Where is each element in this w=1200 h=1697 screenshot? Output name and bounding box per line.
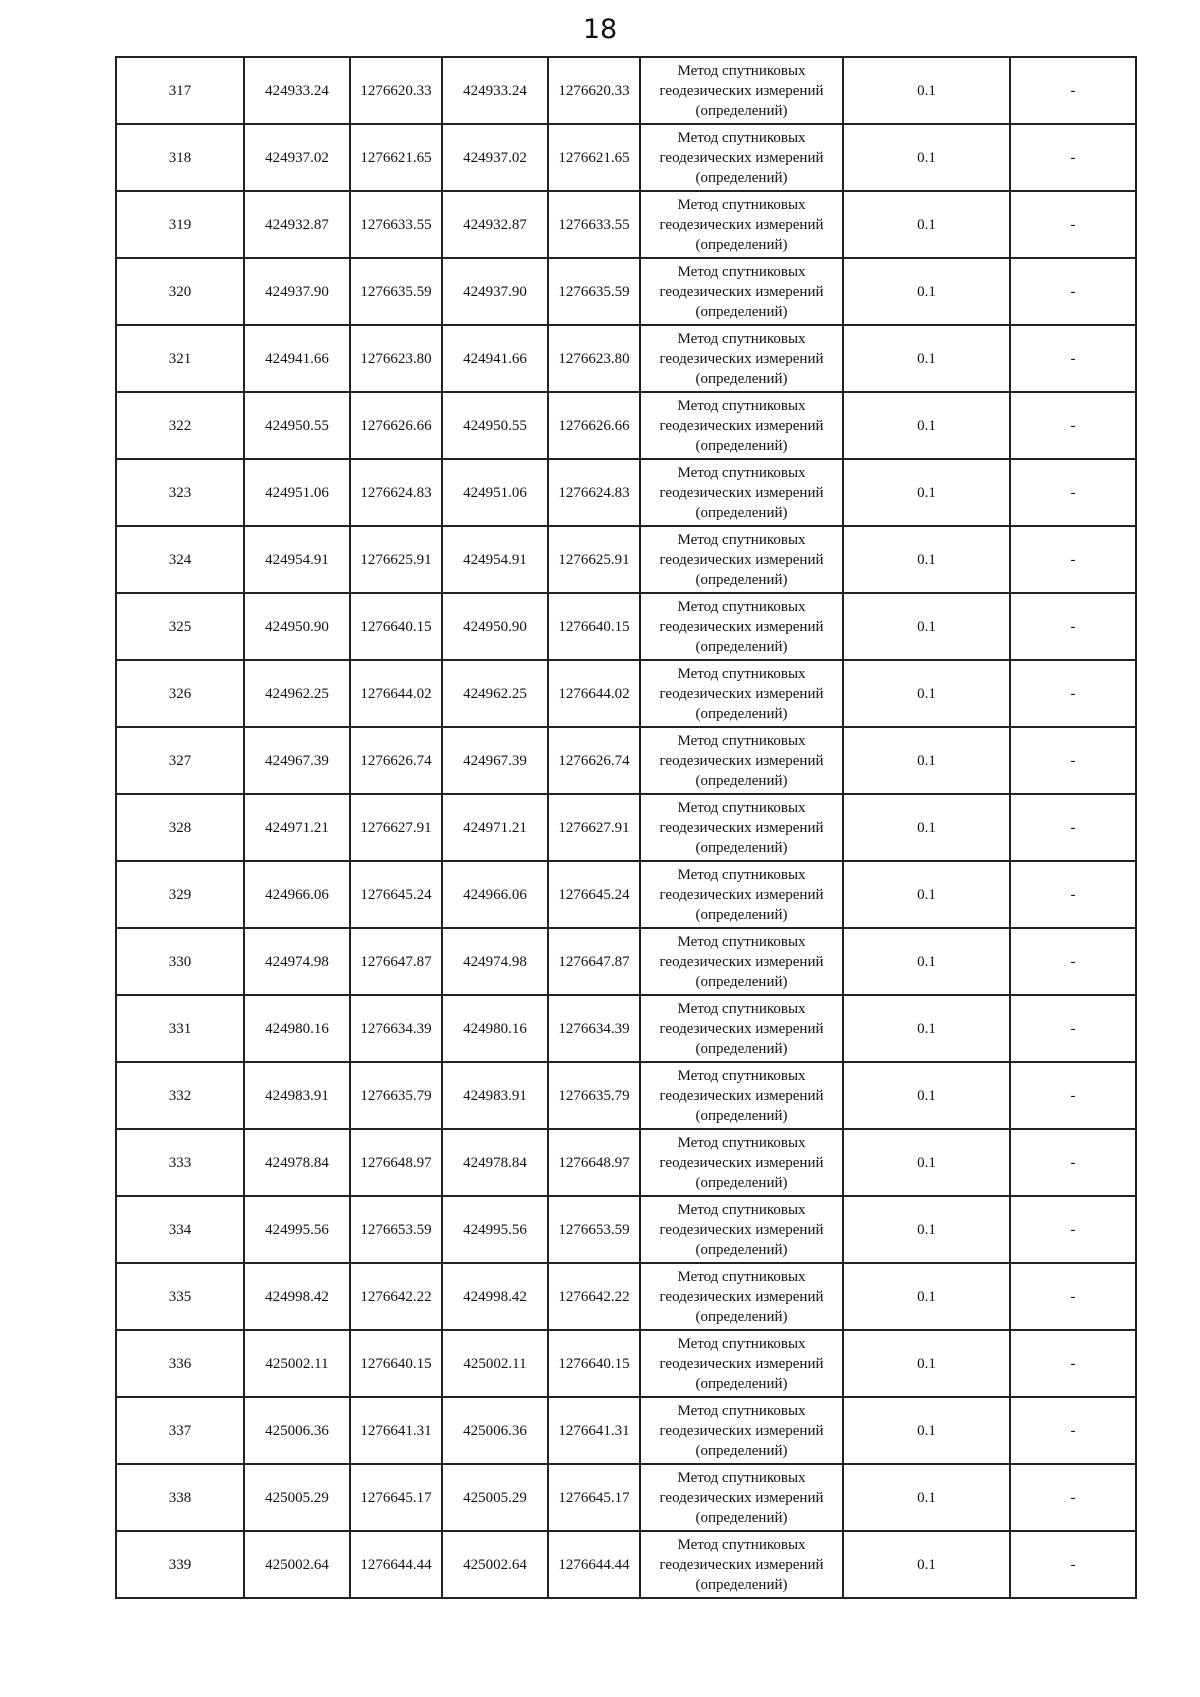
method-cell	[640, 124, 843, 191]
note-cell: -	[1010, 392, 1136, 459]
note-cell: -	[1010, 258, 1136, 325]
method-line: (определений)	[695, 169, 788, 186]
method-line: Метод спутниковых	[677, 1067, 806, 1084]
method-line: Метод спутниковых	[677, 1000, 806, 1017]
point-number-cell: 338	[116, 1464, 244, 1531]
y-new-cell: 1276621.65	[548, 124, 640, 191]
y-new-cell: 1276635.59	[548, 258, 640, 325]
point-number-cell: 320	[116, 258, 244, 325]
method-line: геодезических измерений	[659, 618, 824, 635]
method-line: (определений)	[695, 1040, 788, 1057]
y-new-cell: 1276642.22	[548, 1263, 640, 1330]
method-line: Метод спутниковых	[677, 1536, 806, 1553]
point-number-cell: 333	[116, 1129, 244, 1196]
method-line: Метод спутниковых	[677, 263, 806, 280]
table-row	[116, 124, 1136, 191]
method-cell	[640, 995, 843, 1062]
accuracy-cell: 0.1	[843, 1330, 1010, 1397]
accuracy-cell: 0.1	[843, 1062, 1010, 1129]
note-cell: -	[1010, 191, 1136, 258]
method-line: Метод спутниковых	[677, 866, 806, 883]
table-row	[116, 191, 1136, 258]
y-existing-cell: 1276633.55	[350, 191, 442, 258]
method-line: Метод спутниковых	[677, 129, 806, 146]
point-number-cell: 336	[116, 1330, 244, 1397]
note-cell: -	[1010, 459, 1136, 526]
y-new-cell: 1276647.87	[548, 928, 640, 995]
point-number-cell: 319	[116, 191, 244, 258]
x-new-cell: 424941.66	[442, 325, 548, 392]
x-existing-cell: 424966.06	[244, 861, 350, 928]
y-existing-cell: 1276640.15	[350, 593, 442, 660]
x-existing-cell: 424983.91	[244, 1062, 350, 1129]
note-cell: -	[1010, 727, 1136, 794]
method-cell	[640, 258, 843, 325]
table-row	[116, 526, 1136, 593]
method-line: Метод спутниковых	[677, 464, 806, 481]
y-new-cell: 1276645.24	[548, 861, 640, 928]
accuracy-cell: 0.1	[843, 794, 1010, 861]
x-existing-cell: 424967.39	[244, 727, 350, 794]
y-existing-cell: 1276645.17	[350, 1464, 442, 1531]
point-number-cell: 329	[116, 861, 244, 928]
x-existing-cell: 424971.21	[244, 794, 350, 861]
method-cell	[640, 1330, 843, 1397]
table-row	[116, 1397, 1136, 1464]
accuracy-cell: 0.1	[843, 57, 1010, 124]
accuracy-cell: 0.1	[843, 124, 1010, 191]
note-cell: -	[1010, 57, 1136, 124]
x-new-cell: 424954.91	[442, 526, 548, 593]
x-existing-cell: 424954.91	[244, 526, 350, 593]
accuracy-cell: 0.1	[843, 258, 1010, 325]
y-existing-cell: 1276644.44	[350, 1531, 442, 1598]
method-cell	[640, 1464, 843, 1531]
y-new-cell: 1276625.91	[548, 526, 640, 593]
method-cell	[640, 727, 843, 794]
method-cell	[640, 1062, 843, 1129]
coordinates-table	[115, 56, 1137, 1599]
method-line: геодезических измерений	[659, 953, 824, 970]
method-line: геодезических измерений	[659, 1221, 824, 1238]
method-line: (определений)	[695, 236, 788, 253]
method-line: геодезических измерений	[659, 1556, 824, 1573]
accuracy-cell: 0.1	[843, 526, 1010, 593]
method-line: (определений)	[695, 1174, 788, 1191]
table-row	[116, 1129, 1136, 1196]
x-new-cell: 424937.02	[442, 124, 548, 191]
y-existing-cell: 1276645.24	[350, 861, 442, 928]
accuracy-cell: 0.1	[843, 191, 1010, 258]
accuracy-cell: 0.1	[843, 1464, 1010, 1531]
x-new-cell: 425002.11	[442, 1330, 548, 1397]
method-line: геодезических измерений	[659, 1355, 824, 1372]
note-cell: -	[1010, 928, 1136, 995]
y-new-cell: 1276634.39	[548, 995, 640, 1062]
table-row	[116, 861, 1136, 928]
note-cell: -	[1010, 1062, 1136, 1129]
table-body	[116, 57, 1136, 1598]
method-line: Метод спутниковых	[677, 1469, 806, 1486]
y-existing-cell: 1276642.22	[350, 1263, 442, 1330]
y-new-cell: 1276648.97	[548, 1129, 640, 1196]
x-existing-cell: 424998.42	[244, 1263, 350, 1330]
y-new-cell: 1276644.44	[548, 1531, 640, 1598]
y-existing-cell: 1276626.66	[350, 392, 442, 459]
method-line: Метод спутниковых	[677, 732, 806, 749]
table-row	[116, 325, 1136, 392]
method-line: (определений)	[695, 1509, 788, 1526]
method-cell	[640, 861, 843, 928]
method-line: Метод спутниковых	[677, 196, 806, 213]
x-new-cell: 424974.98	[442, 928, 548, 995]
point-number-cell: 317	[116, 57, 244, 124]
method-cell	[640, 459, 843, 526]
table-row	[116, 995, 1136, 1062]
y-existing-cell: 1276648.97	[350, 1129, 442, 1196]
method-line: (определений)	[695, 1576, 788, 1593]
table-row	[116, 1531, 1136, 1598]
method-line: геодезических измерений	[659, 685, 824, 702]
method-line: (определений)	[695, 638, 788, 655]
note-cell: -	[1010, 660, 1136, 727]
note-cell: -	[1010, 995, 1136, 1062]
x-new-cell: 424937.90	[442, 258, 548, 325]
y-existing-cell: 1276627.91	[350, 794, 442, 861]
accuracy-cell: 0.1	[843, 325, 1010, 392]
y-new-cell: 1276640.15	[548, 1330, 640, 1397]
point-number-cell: 332	[116, 1062, 244, 1129]
y-existing-cell: 1276635.79	[350, 1062, 442, 1129]
table-row	[116, 660, 1136, 727]
method-line: геодезических измерений	[659, 1154, 824, 1171]
x-new-cell: 424966.06	[442, 861, 548, 928]
method-line: Метод спутниковых	[677, 1402, 806, 1419]
method-cell	[640, 392, 843, 459]
note-cell: -	[1010, 794, 1136, 861]
method-line: (определений)	[695, 839, 788, 856]
x-new-cell: 425006.36	[442, 1397, 548, 1464]
note-cell: -	[1010, 1531, 1136, 1598]
x-existing-cell: 424974.98	[244, 928, 350, 995]
x-existing-cell: 424933.24	[244, 57, 350, 124]
table-row	[116, 794, 1136, 861]
x-existing-cell: 424932.87	[244, 191, 350, 258]
method-line: (определений)	[695, 437, 788, 454]
method-line: Метод спутниковых	[677, 397, 806, 414]
note-cell: -	[1010, 526, 1136, 593]
point-number-cell: 323	[116, 459, 244, 526]
method-line: геодезических измерений	[659, 1422, 824, 1439]
method-cell	[640, 1263, 843, 1330]
y-new-cell: 1276620.33	[548, 57, 640, 124]
x-new-cell: 424932.87	[442, 191, 548, 258]
x-existing-cell: 424937.90	[244, 258, 350, 325]
y-new-cell: 1276644.02	[548, 660, 640, 727]
y-new-cell: 1276623.80	[548, 325, 640, 392]
method-line: (определений)	[695, 370, 788, 387]
table-row	[116, 1464, 1136, 1531]
x-existing-cell: 424962.25	[244, 660, 350, 727]
x-new-cell: 424978.84	[442, 1129, 548, 1196]
method-cell	[640, 1397, 843, 1464]
point-number-cell: 339	[116, 1531, 244, 1598]
method-line: Метод спутниковых	[677, 1268, 806, 1285]
point-number-cell: 326	[116, 660, 244, 727]
method-line: (определений)	[695, 1308, 788, 1325]
y-existing-cell: 1276623.80	[350, 325, 442, 392]
note-cell: -	[1010, 1464, 1136, 1531]
x-new-cell: 424995.56	[442, 1196, 548, 1263]
accuracy-cell: 0.1	[843, 392, 1010, 459]
method-line: геодезических измерений	[659, 417, 824, 434]
method-line: геодезических измерений	[659, 216, 824, 233]
y-existing-cell: 1276634.39	[350, 995, 442, 1062]
table-row	[116, 727, 1136, 794]
point-number-cell: 330	[116, 928, 244, 995]
y-existing-cell: 1276625.91	[350, 526, 442, 593]
point-number-cell: 322	[116, 392, 244, 459]
method-line: Метод спутниковых	[677, 598, 806, 615]
x-new-cell: 424951.06	[442, 459, 548, 526]
accuracy-cell: 0.1	[843, 1196, 1010, 1263]
y-existing-cell: 1276647.87	[350, 928, 442, 995]
x-existing-cell: 425002.11	[244, 1330, 350, 1397]
method-line: (определений)	[695, 1241, 788, 1258]
accuracy-cell: 0.1	[843, 660, 1010, 727]
point-number-cell: 321	[116, 325, 244, 392]
method-cell	[640, 928, 843, 995]
table-row	[116, 1330, 1136, 1397]
point-number-cell: 328	[116, 794, 244, 861]
table-row	[116, 258, 1136, 325]
y-new-cell: 1276624.83	[548, 459, 640, 526]
note-cell: -	[1010, 1196, 1136, 1263]
accuracy-cell: 0.1	[843, 1129, 1010, 1196]
point-number-cell: 324	[116, 526, 244, 593]
y-existing-cell: 1276624.83	[350, 459, 442, 526]
method-cell	[640, 57, 843, 124]
method-line: геодезических измерений	[659, 149, 824, 166]
x-new-cell: 424950.55	[442, 392, 548, 459]
method-cell	[640, 593, 843, 660]
method-line: Метод спутниковых	[677, 933, 806, 950]
accuracy-cell: 0.1	[843, 593, 1010, 660]
accuracy-cell: 0.1	[843, 459, 1010, 526]
method-line: Метод спутниковых	[677, 1134, 806, 1151]
x-new-cell: 424983.91	[442, 1062, 548, 1129]
note-cell: -	[1010, 1397, 1136, 1464]
y-existing-cell: 1276620.33	[350, 57, 442, 124]
accuracy-cell: 0.1	[843, 1531, 1010, 1598]
y-new-cell: 1276645.17	[548, 1464, 640, 1531]
point-number-cell: 335	[116, 1263, 244, 1330]
table-row	[116, 928, 1136, 995]
method-line: (определений)	[695, 1375, 788, 1392]
y-existing-cell: 1276640.15	[350, 1330, 442, 1397]
note-cell: -	[1010, 1129, 1136, 1196]
x-existing-cell: 424941.66	[244, 325, 350, 392]
method-line: геодезических измерений	[659, 752, 824, 769]
method-line: (определений)	[695, 303, 788, 320]
method-line: (определений)	[695, 705, 788, 722]
method-line: геодезических измерений	[659, 1489, 824, 1506]
table-row	[116, 57, 1136, 124]
method-line: Метод спутниковых	[677, 330, 806, 347]
y-existing-cell: 1276644.02	[350, 660, 442, 727]
note-cell: -	[1010, 1330, 1136, 1397]
x-existing-cell: 425006.36	[244, 1397, 350, 1464]
method-line: (определений)	[695, 571, 788, 588]
method-line: геодезических измерений	[659, 82, 824, 99]
table-row	[116, 1062, 1136, 1129]
method-line: (определений)	[695, 504, 788, 521]
x-new-cell: 424971.21	[442, 794, 548, 861]
method-line: (определений)	[695, 1107, 788, 1124]
y-new-cell: 1276633.55	[548, 191, 640, 258]
method-line: Метод спутниковых	[677, 799, 806, 816]
x-existing-cell: 424995.56	[244, 1196, 350, 1263]
table-row	[116, 459, 1136, 526]
note-cell: -	[1010, 861, 1136, 928]
method-line: (определений)	[695, 102, 788, 119]
method-line: Метод спутниковых	[677, 665, 806, 682]
x-new-cell: 425005.29	[442, 1464, 548, 1531]
method-line: (определений)	[695, 1442, 788, 1459]
y-existing-cell: 1276641.31	[350, 1397, 442, 1464]
point-number-cell: 337	[116, 1397, 244, 1464]
x-new-cell: 424980.16	[442, 995, 548, 1062]
method-line: геодезических измерений	[659, 1087, 824, 1104]
accuracy-cell: 0.1	[843, 995, 1010, 1062]
x-new-cell: 424933.24	[442, 57, 548, 124]
x-existing-cell: 424937.02	[244, 124, 350, 191]
note-cell: -	[1010, 1263, 1136, 1330]
method-line: геодезических измерений	[659, 350, 824, 367]
method-line: Метод спутниковых	[677, 1201, 806, 1218]
method-line: геодезических измерений	[659, 484, 824, 501]
y-new-cell: 1276626.66	[548, 392, 640, 459]
x-existing-cell: 424978.84	[244, 1129, 350, 1196]
method-line: геодезических измерений	[659, 1020, 824, 1037]
x-new-cell: 424950.90	[442, 593, 548, 660]
method-cell	[640, 794, 843, 861]
x-existing-cell: 425005.29	[244, 1464, 350, 1531]
point-number-cell: 327	[116, 727, 244, 794]
table-row	[116, 392, 1136, 459]
point-number-cell: 325	[116, 593, 244, 660]
table-row	[116, 593, 1136, 660]
x-existing-cell: 424950.90	[244, 593, 350, 660]
method-line: Метод спутниковых	[677, 62, 806, 79]
x-new-cell: 424998.42	[442, 1263, 548, 1330]
y-new-cell: 1276627.91	[548, 794, 640, 861]
x-existing-cell: 424950.55	[244, 392, 350, 459]
method-line: (определений)	[695, 906, 788, 923]
method-cell	[640, 660, 843, 727]
method-line: (определений)	[695, 772, 788, 789]
x-existing-cell: 424951.06	[244, 459, 350, 526]
y-new-cell: 1276653.59	[548, 1196, 640, 1263]
y-existing-cell: 1276626.74	[350, 727, 442, 794]
accuracy-cell: 0.1	[843, 928, 1010, 995]
y-new-cell: 1276635.79	[548, 1062, 640, 1129]
method-cell	[640, 1531, 843, 1598]
x-new-cell: 424962.25	[442, 660, 548, 727]
method-cell	[640, 1129, 843, 1196]
method-line: геодезических измерений	[659, 1288, 824, 1305]
y-new-cell: 1276640.15	[548, 593, 640, 660]
table-row	[116, 1196, 1136, 1263]
method-cell	[640, 1196, 843, 1263]
y-existing-cell: 1276635.59	[350, 258, 442, 325]
method-line: геодезических измерений	[659, 551, 824, 568]
method-line: геодезических измерений	[659, 886, 824, 903]
x-new-cell: 425002.64	[442, 1531, 548, 1598]
x-existing-cell: 425002.64	[244, 1531, 350, 1598]
y-existing-cell: 1276621.65	[350, 124, 442, 191]
accuracy-cell: 0.1	[843, 727, 1010, 794]
note-cell: -	[1010, 593, 1136, 660]
method-line: (определений)	[695, 973, 788, 990]
point-number-cell: 334	[116, 1196, 244, 1263]
page-number: 18	[582, 14, 618, 45]
method-line: геодезических измерений	[659, 819, 824, 836]
method-line: геодезических измерений	[659, 283, 824, 300]
table-row	[116, 1263, 1136, 1330]
point-number-cell: 331	[116, 995, 244, 1062]
method-line: Метод спутниковых	[677, 531, 806, 548]
accuracy-cell: 0.1	[843, 1397, 1010, 1464]
note-cell: -	[1010, 325, 1136, 392]
y-new-cell: 1276626.74	[548, 727, 640, 794]
method-cell	[640, 191, 843, 258]
method-cell	[640, 325, 843, 392]
x-existing-cell: 424980.16	[244, 995, 350, 1062]
accuracy-cell: 0.1	[843, 861, 1010, 928]
method-line: Метод спутниковых	[677, 1335, 806, 1352]
y-new-cell: 1276641.31	[548, 1397, 640, 1464]
method-cell	[640, 526, 843, 593]
x-new-cell: 424967.39	[442, 727, 548, 794]
note-cell: -	[1010, 124, 1136, 191]
accuracy-cell: 0.1	[843, 1263, 1010, 1330]
point-number-cell: 318	[116, 124, 244, 191]
y-existing-cell: 1276653.59	[350, 1196, 442, 1263]
